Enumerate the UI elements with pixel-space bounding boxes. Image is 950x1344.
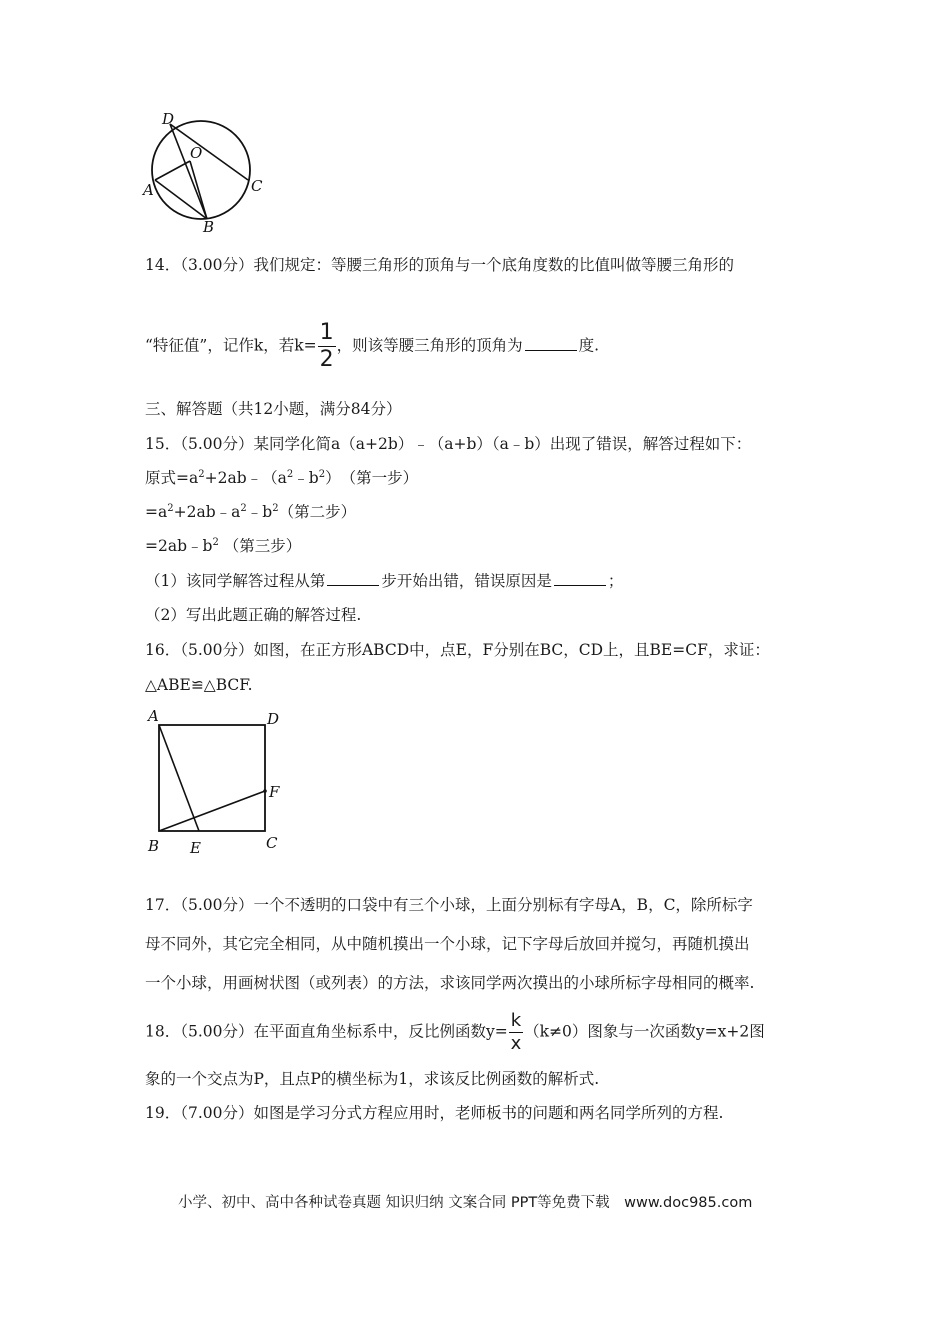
q14-frac-den: 2 bbox=[319, 347, 334, 372]
q15-sub2: （2）写出此题正确的解答过程. bbox=[145, 606, 362, 624]
q18-fraction bbox=[509, 1012, 523, 1053]
label-a: A bbox=[148, 707, 159, 725]
q14-line1: 14．（3.00分）我们规定：等腰三角形的顶角与一个底角度数的比值叫做等腰三角形的 bbox=[145, 256, 734, 274]
radius-ob bbox=[190, 161, 207, 219]
label-o: O bbox=[190, 144, 203, 162]
q14-fraction bbox=[318, 322, 336, 371]
sup-2: 2 bbox=[286, 469, 294, 480]
q15-step1-d: ） （第一步） bbox=[325, 469, 419, 487]
segment-bf bbox=[159, 791, 265, 831]
q15-line1: 15．（5.00分）某同学化简a（a+2b）﹣（a+b）（a﹣b）出现了错误，解答过程如下： bbox=[145, 435, 752, 453]
q16-line2: △ABE≌△BCF. bbox=[145, 676, 253, 694]
sup-2: 2 bbox=[318, 469, 326, 480]
label-b: B bbox=[148, 837, 160, 855]
q18-line1-post: （k≠0）图象与一次函数y=x+2图 bbox=[524, 1022, 765, 1041]
section-3-heading: 三、解答题（共12小题，满分84分） bbox=[145, 400, 402, 418]
q15-sub1-b: 步开始出错，错误原因是 bbox=[381, 572, 552, 590]
square-figure bbox=[140, 705, 290, 860]
q18-frac-num: k bbox=[510, 1010, 522, 1031]
q14-frac-num: 1 bbox=[319, 320, 334, 345]
q14-line2-post: ，则该等腰三角形的顶角为 bbox=[336, 336, 523, 355]
segment-ae bbox=[159, 725, 199, 831]
q18-line2: 象的一个交点为P，且点P的横坐标为1，求该反比例函数的解析式. bbox=[145, 1070, 600, 1088]
q14-line2-pre: “特征值”，记作k，若k= bbox=[145, 336, 317, 355]
label-c: C bbox=[266, 834, 278, 852]
q15-blank-step bbox=[327, 570, 379, 586]
q15-step3-a: =2ab﹣b bbox=[145, 537, 213, 555]
q15-step2-c: ﹣b bbox=[246, 503, 273, 521]
q15-step2 bbox=[145, 500, 356, 522]
sup-2: 2 bbox=[167, 503, 174, 514]
q15-step1-a: 原式=a bbox=[145, 469, 199, 487]
label-b: B bbox=[203, 218, 215, 236]
q14-answer-blank bbox=[525, 335, 577, 351]
label-c: C bbox=[251, 177, 263, 195]
q17-line2: 母不同外，其它完全相同，从中随机摸出一个小球，记下字母后放回并搅匀，再随机摸出 bbox=[145, 935, 750, 953]
q18-frac-den: x bbox=[510, 1033, 522, 1054]
q15-sub1 bbox=[145, 569, 623, 591]
point-f bbox=[263, 789, 267, 793]
sup-2: 2 bbox=[212, 537, 219, 548]
q17-line1: 17．（5.00分）一个不透明的口袋中有三个小球，上面分别标有字母A，B，C，除所标字 bbox=[145, 896, 753, 914]
radius-oa bbox=[155, 161, 190, 180]
q15-step1-b: +2ab﹣（a bbox=[204, 469, 287, 487]
q15-step1 bbox=[145, 466, 418, 488]
q19-line1: 19．（7.00分）如图是学习分式方程应用时，老师板书的问题和两名同学所列的方程. bbox=[145, 1104, 724, 1122]
q16-line1: 16．（5.00分）如图，在正方形ABCD中，点E，F分别在BC，CD上，且BE=CF，求证： bbox=[145, 641, 770, 659]
q18-line1-pre: 18．（5.00分）在平面直角坐标系中，反比例函数y= bbox=[145, 1022, 508, 1041]
label-e: E bbox=[190, 839, 201, 857]
circle-figure bbox=[138, 108, 268, 238]
q15-step2-d: （第二步） bbox=[278, 503, 357, 521]
q15-blank-reason bbox=[554, 570, 606, 586]
q18-line1 bbox=[145, 1012, 765, 1053]
q15-step1-c: ﹣b bbox=[293, 469, 319, 487]
page-footer: 小学、初中、高中各种试卷真题 知识归纳 文案合同 PPT等免费下载 www.doc985.com bbox=[178, 1195, 753, 1211]
label-a: A bbox=[143, 181, 154, 199]
q14-line2 bbox=[145, 322, 599, 371]
q15-step3-b: （第三步） bbox=[223, 537, 302, 555]
q15-step3 bbox=[145, 534, 301, 556]
q15-sub1-a: （1）该同学解答过程从第 bbox=[145, 572, 326, 590]
label-d: D bbox=[267, 710, 280, 728]
q15-sub1-c: ； bbox=[607, 572, 624, 590]
q14-line2-end: 度. bbox=[578, 336, 600, 355]
q15-step2-a: =a bbox=[145, 503, 168, 521]
q15-step2-b: +2ab﹣a bbox=[173, 503, 241, 521]
label-d: D bbox=[162, 110, 175, 128]
sup-2: 2 bbox=[240, 503, 247, 514]
label-f: F bbox=[269, 783, 280, 801]
sup-2: 2 bbox=[272, 503, 279, 514]
square-abcd bbox=[159, 725, 265, 831]
q17-line3: 一个小球，用画树状图（或列表）的方法，求该同学两次摸出的小球所标字母相同的概率. bbox=[145, 974, 755, 992]
sup-2: 2 bbox=[198, 469, 205, 480]
